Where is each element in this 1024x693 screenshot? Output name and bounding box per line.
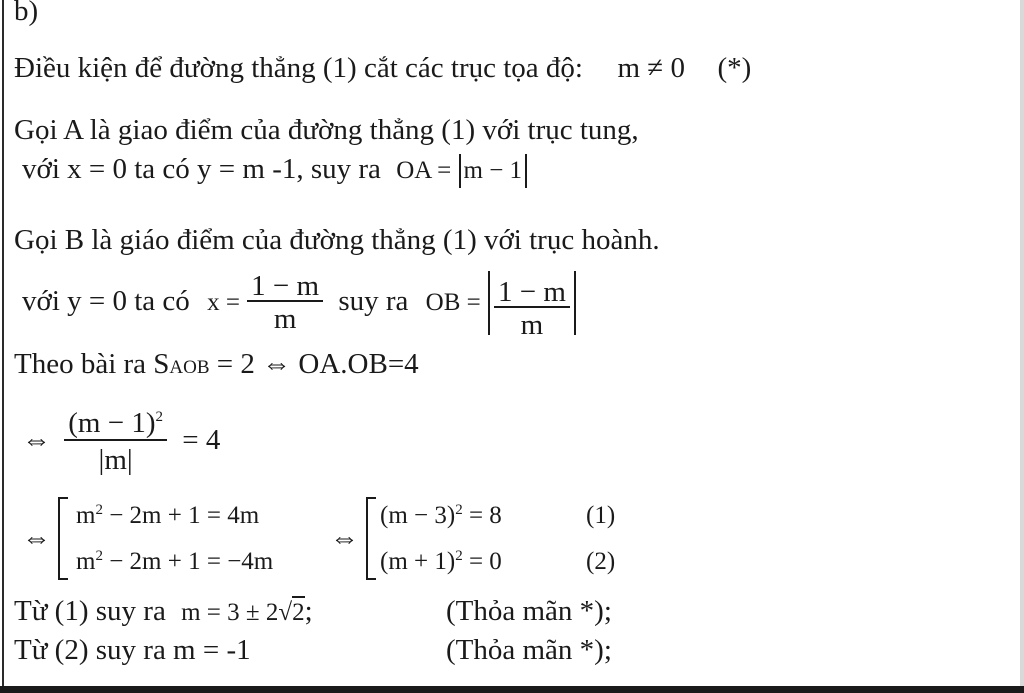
system2-tag2: (2): [586, 548, 616, 575]
result1-note: (Thỏa mãn *);: [446, 595, 612, 627]
point-b-line: Gọi B là giáo điểm của đường thẳng (1) với trục hoành.: [14, 224, 660, 256]
main-frac-den: |m|: [98, 444, 133, 477]
s2e1-exp: 2: [455, 502, 463, 518]
x-frac-den: m: [273, 303, 297, 336]
oa-lhs: OA =: [396, 157, 452, 184]
result-line-1: [14, 594, 313, 630]
main-num-exp: 2: [155, 409, 163, 426]
condition-text: Điều kiện để đường thẳng (1) cắt các trục tọa độ:: [14, 52, 583, 84]
result1-semi: ;: [304, 595, 313, 627]
ob-abs: [488, 271, 576, 341]
system2-arrow: ⇔: [330, 522, 359, 554]
s2e1-b: = 8: [462, 502, 502, 529]
system1-bracket: [58, 497, 68, 580]
x-frac-num: 1 − m: [247, 272, 323, 302]
right-border: [1020, 0, 1024, 693]
ob-frac-den: m: [520, 308, 544, 341]
ob-mid: suy ra: [338, 285, 409, 317]
system1-arrow: ⇔: [22, 522, 51, 554]
condition-line: [14, 51, 751, 85]
s1e1-b: − 2m + 1 = 4m: [102, 502, 260, 529]
main-frac-num: [64, 407, 167, 441]
main-rhs: = 4: [182, 424, 221, 456]
result1-eq: m = 3 ± 2: [181, 599, 279, 626]
s2e1-a: (m − 3): [380, 502, 456, 529]
ob-line: [22, 266, 576, 341]
system2-bracket: [366, 497, 376, 580]
point-a-line: Gọi A là giao điểm của đường thẳng (1) với trục tung,: [14, 114, 639, 146]
ob-pre: với y = 0 ta có: [22, 285, 190, 317]
s2e2-a: (m + 1): [380, 548, 456, 575]
ob-fraction: [494, 275, 570, 341]
main-fraction: [64, 407, 167, 477]
area-line: [14, 347, 419, 385]
bottom-border: [0, 686, 1024, 693]
s1e1-exp: 2: [95, 502, 103, 518]
system2-eq2: [380, 545, 502, 579]
part-label: b): [14, 0, 39, 27]
condition-tag: (*): [717, 52, 752, 84]
s2e2-b: = 0: [462, 548, 502, 575]
s1e2-a: m: [76, 548, 96, 575]
area-post: = 2 ⇔ OA.OB=4: [216, 348, 419, 380]
ob-frac-num: 1 − m: [494, 278, 570, 308]
oa-abs: m − 1: [459, 154, 528, 188]
system2-tag1: (1): [586, 502, 616, 529]
result1-text: Từ (1) suy ra: [14, 595, 166, 627]
area-sub: AOB: [169, 357, 210, 378]
oa-text: với x = 0 ta có y = m -1, suy ra: [22, 153, 381, 185]
s1e2-exp: 2: [95, 548, 103, 564]
equiv-arrow-1: ⇔: [22, 424, 51, 456]
sqrt-arg: 2: [292, 596, 305, 626]
sqrt-symbol: √: [278, 599, 293, 626]
result-line-2: Từ (2) suy ra m = -1: [14, 634, 251, 666]
system2-eq1: [380, 499, 502, 533]
left-border: [2, 0, 4, 693]
s2e2-exp: 2: [455, 548, 463, 564]
x-eq: x =: [207, 289, 240, 316]
main-num-base: (m − 1): [68, 407, 156, 440]
s1e1-a: m: [76, 502, 96, 529]
system1-eq1: [76, 499, 259, 533]
x-fraction: [247, 272, 323, 334]
area-pre: Theo bài ra S: [14, 348, 170, 380]
condition-formula: m ≠ 0: [617, 52, 685, 84]
system1-eq2: [76, 545, 273, 579]
result2-note: (Thỏa mãn *);: [446, 634, 612, 666]
oa-line: [22, 152, 527, 188]
ob-eq: OB =: [425, 289, 481, 316]
s1e2-b: − 2m + 1 = −4m: [102, 548, 274, 575]
fraction-equation: [22, 400, 220, 480]
